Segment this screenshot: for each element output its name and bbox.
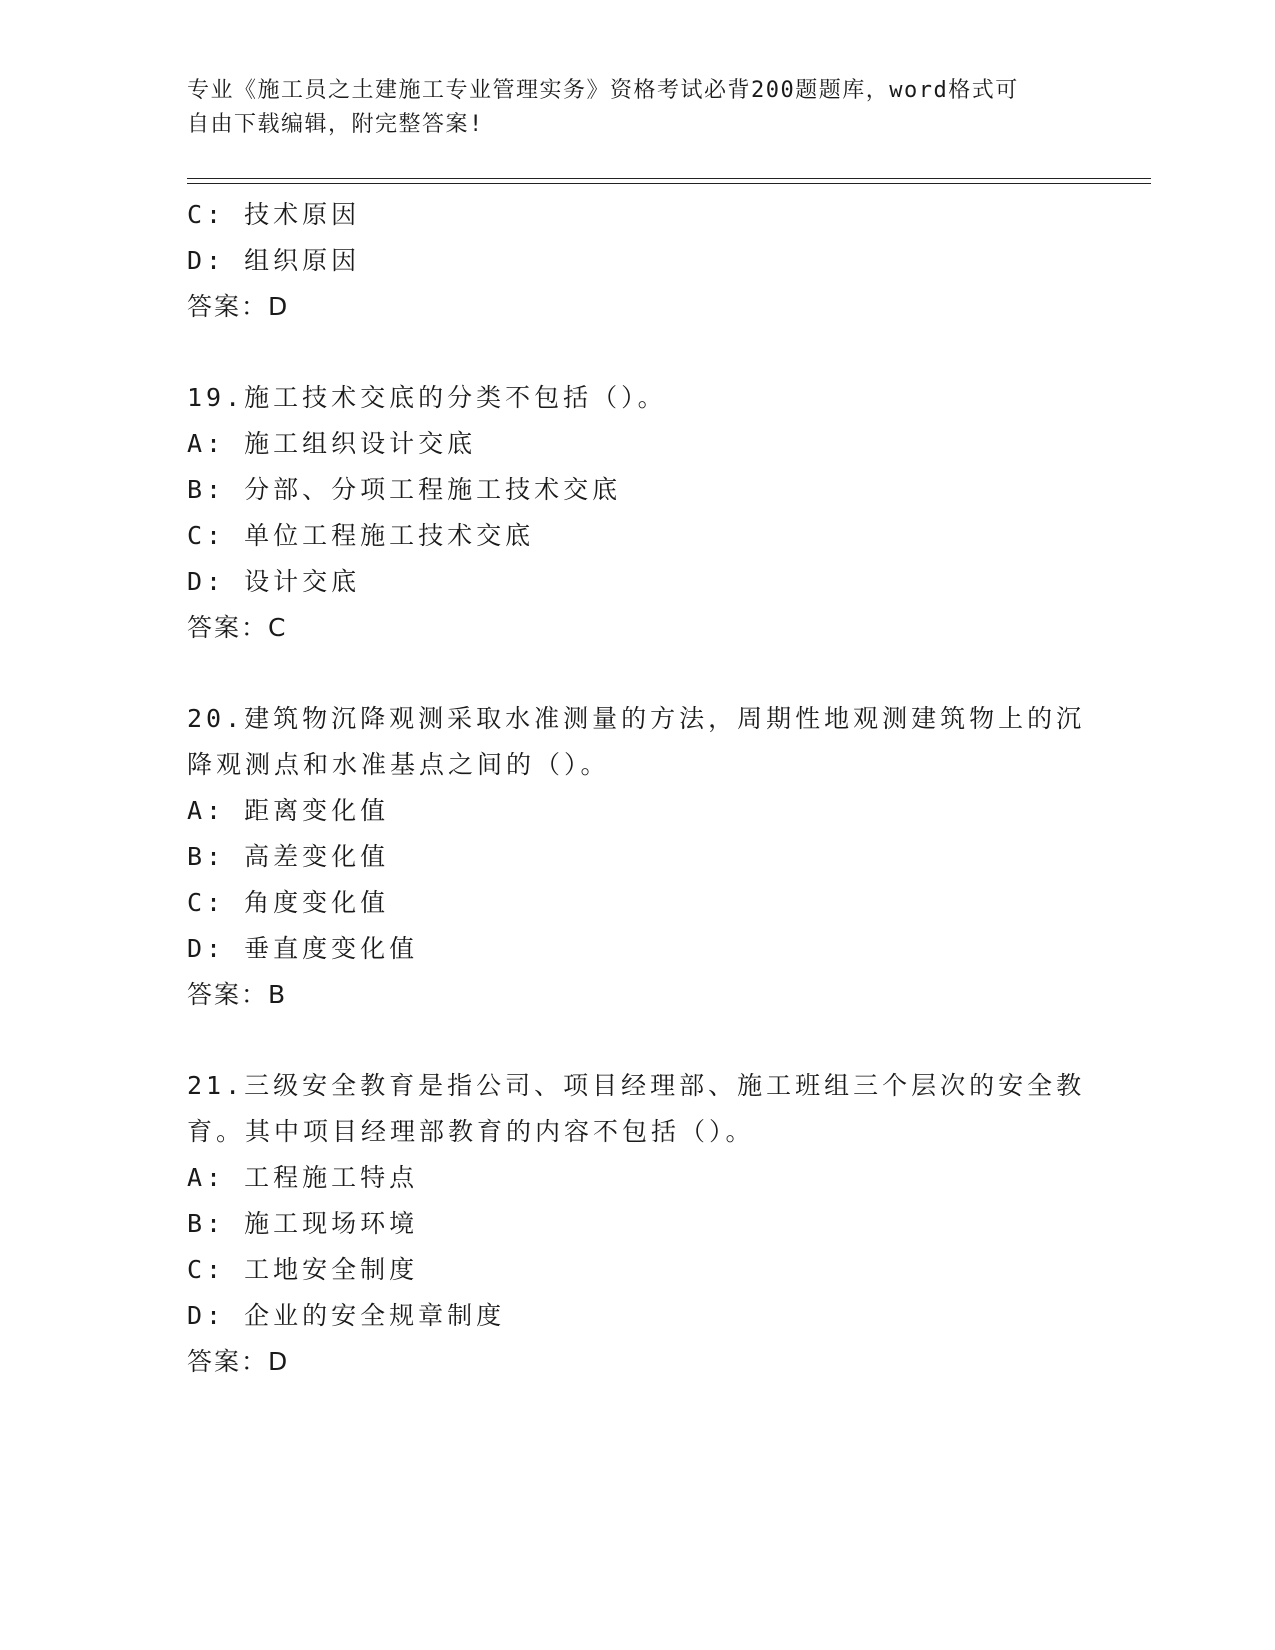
option-c: C: 角度变化值: [187, 888, 390, 917]
option-a: A: 工程施工特点: [187, 1163, 419, 1192]
spacer: [187, 330, 1087, 375]
option-d: D: 企业的安全规章制度: [187, 1301, 506, 1330]
answer-line: 答案：D: [187, 1347, 290, 1376]
option-a: A: 施工组织设计交底: [187, 429, 477, 458]
option-c: C: 技术原因: [187, 200, 361, 229]
option-b: B: 施工现场环境: [187, 1209, 419, 1238]
question-stem-line-2: 降观测点和水准基点之间的（）。: [187, 750, 610, 779]
option-d: D: 垂直度变化值: [187, 934, 419, 963]
question-stem-line-2: 育。其中项目经理部教育的内容不包括（）。: [187, 1117, 755, 1146]
header-rule-bottom: [187, 183, 1151, 184]
question-19: [187, 375, 1087, 651]
option-a: A: 距离变化值: [187, 796, 390, 825]
question-stem-line-1: 20.建筑物沉降观测采取水准测量的方法，周期性地观测建筑物上的沉: [187, 704, 1086, 733]
answer-line: 答案：B: [187, 980, 288, 1009]
option-d: D: 组织原因: [187, 246, 361, 275]
option-c: C: 工地安全制度: [187, 1255, 419, 1284]
header-rule-top: [187, 178, 1151, 179]
document-header: [187, 74, 1067, 142]
spacer: [187, 1018, 1087, 1063]
question-stem: 19.施工技术交底的分类不包括（）。: [187, 383, 667, 412]
option-d: D: 设计交底: [187, 567, 361, 596]
header-line-2: 自由下载编辑，附完整答案!: [187, 112, 484, 137]
question-21: [187, 1063, 1087, 1385]
option-b: B: 高差变化值: [187, 842, 390, 871]
answer-line: 答案：C: [187, 613, 288, 642]
header-line-1: 专业《施工员之土建施工专业管理实务》资格考试必背200题题库，word格式可: [187, 78, 1019, 103]
question-18-partial: [187, 192, 1087, 330]
spacer: [187, 651, 1087, 696]
question-list: [187, 192, 1087, 1385]
question-stem-line-1: 21.三级安全教育是指公司、项目经理部、施工班组三个层次的安全教: [187, 1071, 1086, 1100]
answer-line: 答案：D: [187, 292, 290, 321]
option-b: B: 分部、分项工程施工技术交底: [187, 475, 622, 504]
option-c: C: 单位工程施工技术交底: [187, 521, 535, 550]
question-20: [187, 696, 1087, 1018]
